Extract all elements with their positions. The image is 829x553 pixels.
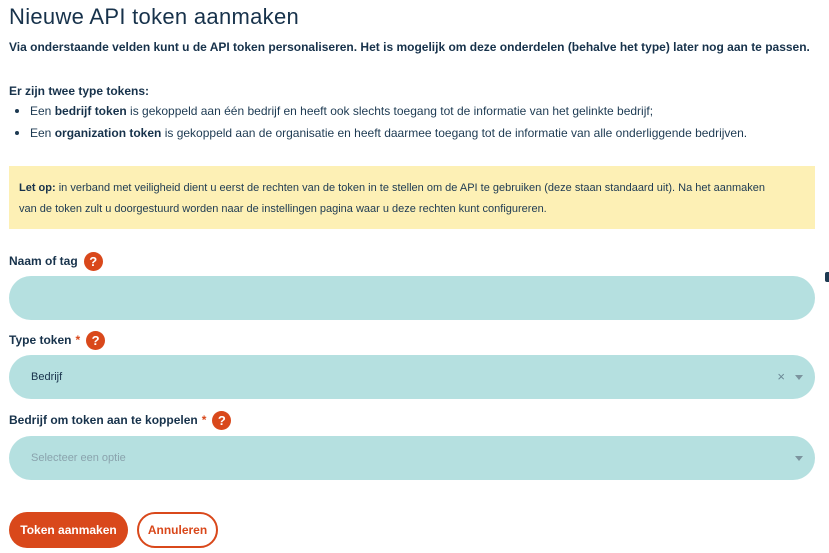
question-icon[interactable]: ? <box>84 252 103 271</box>
intro-text: Via onderstaande velden kunt u de API token personaliseren. Het is mogelijk om deze onderdelen (behalve het type) later nog aan te passen. <box>9 40 810 54</box>
company-label-text: Bedrijf om token aan te koppelen <box>9 413 198 427</box>
question-icon[interactable]: ? <box>86 331 105 350</box>
required-mark: * <box>201 413 207 427</box>
company-select[interactable] <box>9 436 815 480</box>
chevron-down-icon[interactable] <box>795 375 803 380</box>
create-token-button[interactable]: Token aanmaken <box>9 512 128 548</box>
clear-icon[interactable]: × <box>777 369 785 384</box>
list-item-term: organization token <box>54 126 162 140</box>
question-icon[interactable]: ? <box>212 411 231 430</box>
types-heading: Er zijn twee type tokens: <box>9 84 150 98</box>
notice-text-line2: van de token zult u doorgestuurd worden naar de instellingen pagina waar u deze rechten kunt configureren. <box>19 203 547 215</box>
type-label-text: Type token <box>9 333 72 347</box>
list-item-prefix: Een <box>30 126 55 140</box>
company-select-placeholder: Selecteer een optie <box>31 452 126 464</box>
company-field-label <box>9 410 231 430</box>
type-select-value: Bedrijf <box>31 371 63 383</box>
token-types-list <box>9 104 747 148</box>
chevron-down-icon[interactable] <box>795 456 803 461</box>
name-field[interactable] <box>9 276 815 320</box>
type-select[interactable] <box>9 355 815 399</box>
list-item-prefix: Een <box>30 104 55 118</box>
list-item-text: is gekoppeld aan één bedrijf en heeft ook slechts toegang tot de informatie van het gelinkte bedrijf; <box>126 104 654 118</box>
list-item-text: is gekoppeld aan de organisatie en heeft daarmee toegang tot de informatie van alle onderliggende bedrijven. <box>161 126 748 140</box>
scroll-indicator <box>825 272 829 282</box>
name-field-label <box>9 251 103 271</box>
required-mark: * <box>75 333 81 347</box>
type-field-label <box>9 330 105 350</box>
name-label-text: Naam of tag <box>9 254 78 268</box>
list-item <box>9 126 747 148</box>
list-item-term: bedrijf token <box>54 104 127 118</box>
warning-notice <box>9 166 815 229</box>
name-input[interactable] <box>9 276 815 320</box>
notice-label: Let op: <box>19 182 56 194</box>
page-title: Nieuwe API token aanmaken <box>9 4 300 29</box>
cancel-button[interactable]: Annuleren <box>137 512 218 548</box>
notice-text-line1: in verband met veiligheid dient u eerst de rechten van de token in te stellen om de API te gebruiken (deze staan standaard uit). Na het aanmaken <box>55 182 765 194</box>
list-item <box>9 104 747 126</box>
